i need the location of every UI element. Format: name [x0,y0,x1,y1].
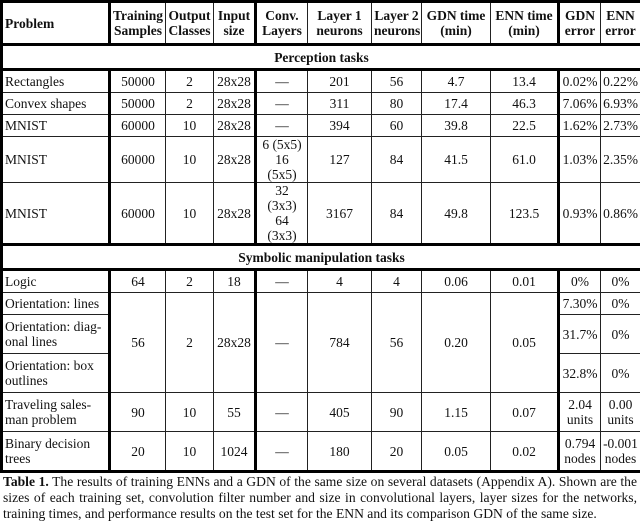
cell-input-size: Input size [214,2,256,45]
cell-output-classes: 10 [166,393,214,432]
cell-gdn-time-min: 1.15 [422,393,491,432]
cell-gdn-time-min: GDN time (min) [422,2,491,45]
cell-conv-layers: — [256,270,308,293]
caption-label: Table 1. [3,474,49,489]
cell-enn-time-min: 123.5 [491,183,559,245]
cell-enn-error: 0% [601,293,640,315]
cell-enn-error: 0% [601,270,640,293]
cell-training-samples: Training Samples [110,2,166,45]
cell-layer-1-neurons: 201 [308,70,372,93]
cell-layer-1-neurons: 311 [308,93,372,115]
cell-gdn-time-min: 41.5 [422,137,491,183]
cell-output-classes: 2 [166,93,214,115]
cell-input-size: 28x28 [214,115,256,137]
cell-output-classes: 10 [166,183,214,245]
cell-layer-2-neurons: 20 [372,432,422,472]
cell-input-size: 18 [214,270,256,293]
cell-enn-error: 0.00 units [601,393,640,432]
cell-gdn-time-min: 0.06 [422,270,491,293]
cell-problem: Logic [2,270,110,293]
cell-layer-2-neurons: 84 [372,183,422,245]
cell-conv-layers: — [256,115,308,137]
cell-input-size: 28x28 [214,137,256,183]
cell-layer-1-neurons: 394 [308,115,372,137]
cell-layer-2-neurons: 60 [372,115,422,137]
cell-layer-2-neurons: 80 [372,93,422,115]
cell-layer-1-neurons: 405 [308,393,372,432]
cell-training-samples: 64 [110,270,166,293]
cell-layer-1-neurons: 127 [308,137,372,183]
table-row [2,115,640,137]
cell-conv-layers: — [256,293,308,393]
cell-conv-layers: — [256,70,308,93]
cell-layer-1-neurons: 3167 [308,183,372,245]
cell-gdn-error: 1.62% [559,115,601,137]
cell-problem: Rectangles [2,70,110,93]
table-row [2,270,640,293]
cell-gdn-time-min: 17.4 [422,93,491,115]
cell-layer-2-neurons: 90 [372,393,422,432]
caption-text: The results of training ENNs and a GDN of the same size on several datasets (Appendix A). Shown are the sizes of each training set, convolution filter number and size in convolutional layers, layer sizes for the networks, training times, and performance results on the test set for the ENN and its comparison GDN of the same size. [3,474,637,521]
cell-input-size: 1024 [214,432,256,472]
cell-training-samples: 50000 [110,70,166,93]
cell-training-samples: 20 [110,432,166,472]
table-row [2,137,640,183]
cell-enn-time-min: ENN time (min) [491,2,559,45]
section-perception [2,45,640,70]
cell-enn-error: 0.86% [601,183,640,245]
cell-layer-1-neurons: Layer 1 neurons [308,2,372,45]
cell-problem: Convex shapes [2,93,110,115]
cell-layer-2-neurons: Layer 2 neurons [372,2,422,45]
cell-problem: Traveling sales-man problem [2,393,110,432]
cell-input-size: 28x28 [214,93,256,115]
table-row [2,70,640,93]
section-symbolic [2,245,640,270]
cell-layer-1-neurons: 180 [308,432,372,472]
header-row [2,2,640,45]
cell-training-samples: 90 [110,393,166,432]
cell-input-size: 28x28 [214,70,256,93]
cell-enn-error: 0% [601,315,640,354]
cell-gdn-error: 2.04 units [559,393,601,432]
cell-gdn-error: 0.93% [559,183,601,245]
cell-training-samples: 56 [110,293,166,393]
cell-training-samples: 60000 [110,115,166,137]
cell-input-size: 28x28 [214,293,256,393]
cell-problem: Orientation: diag-onal lines [2,315,110,354]
cell-enn-error: 2.35% [601,137,640,183]
cell-layer-1-neurons: 4 [308,270,372,293]
cell-enn-time-min: 0.02 [491,432,559,472]
cell-problem: Orientation: box outlines [2,354,110,393]
table-row [2,432,640,472]
cell-enn-time-min: 0.05 [491,293,559,393]
cell-gdn-time-min: 39.8 [422,115,491,137]
cell-output-classes: 2 [166,293,214,393]
cell-conv-layers: — [256,393,308,432]
table-row [2,293,640,315]
cell-gdn-time-min: 49.8 [422,183,491,245]
cell-problem: Binary decision trees [2,432,110,472]
cell-input-size: 28x28 [214,183,256,245]
cell-conv-layers: Conv. Layers [256,2,308,45]
cell-enn-error: 2.73% [601,115,640,137]
cell-enn-time-min: 61.0 [491,137,559,183]
cell-layer-2-neurons: 56 [372,70,422,93]
cell-gdn-error: 0.02% [559,70,601,93]
table-row [2,393,640,432]
cell-conv-layers: 32 (3x3) 64 (3x3) [256,183,308,245]
table-row [2,93,640,115]
cell-gdn-error: 7.06% [559,93,601,115]
cell-enn-time-min: 0.07 [491,393,559,432]
cell-enn-error: 0% [601,354,640,393]
cell-layer-2-neurons: 56 [372,293,422,393]
cell-gdn-time-min: 4.7 [422,70,491,93]
cell-enn-error: -0.001 nodes [601,432,640,472]
cell-output-classes: 10 [166,115,214,137]
cell-problem: MNIST [2,137,110,183]
cell-enn-error: 6.93% [601,93,640,115]
cell-gdn-time-min: 0.05 [422,432,491,472]
cell-enn-error: 0.22% [601,70,640,93]
cell-training-samples: 50000 [110,93,166,115]
cell-gdn-error: 32.8% [559,354,601,393]
cell-enn-time-min: 22.5 [491,115,559,137]
cell-gdn-error: 1.03% [559,137,601,183]
cell-problem: MNIST [2,115,110,137]
cell-enn-time-min: 0.01 [491,270,559,293]
cell-output-classes: 10 [166,432,214,472]
cell-gdn-error: 0.794 nodes [559,432,601,472]
cell-gdn-error: 0% [559,270,601,293]
cell-enn-time-min: 46.3 [491,93,559,115]
cell-gdn-error: 7.30% [559,293,601,315]
cell-gdn-error: GDN error [559,2,601,45]
cell-enn-error: ENN error [601,2,640,45]
cell-output-classes: 2 [166,70,214,93]
cell-training-samples: 60000 [110,183,166,245]
cell-output-classes: 2 [166,270,214,293]
cell-problem: MNIST [2,183,110,245]
cell-layer-2-neurons: 4 [372,270,422,293]
section-title: Symbolic manipulation tasks [2,245,640,270]
table-caption [0,473,640,523]
table-row [2,183,640,245]
cell-layer-2-neurons: 84 [372,137,422,183]
cell-gdn-time-min: 0.20 [422,293,491,393]
cell-training-samples: 60000 [110,137,166,183]
cell-conv-layers: — [256,93,308,115]
section-title: Perception tasks [2,45,640,70]
cell-output-classes: Output Classes [166,2,214,45]
cell-problem: Problem [2,2,110,45]
cell-problem: Orientation: lines [2,293,110,315]
cell-conv-layers: — [256,432,308,472]
cell-gdn-error: 31.7% [559,315,601,354]
cell-input-size: 55 [214,393,256,432]
cell-output-classes: 10 [166,137,214,183]
cell-layer-1-neurons: 784 [308,293,372,393]
cell-enn-time-min: 13.4 [491,70,559,93]
cell-conv-layers: 6 (5x5) 16 (5x5) [256,137,308,183]
